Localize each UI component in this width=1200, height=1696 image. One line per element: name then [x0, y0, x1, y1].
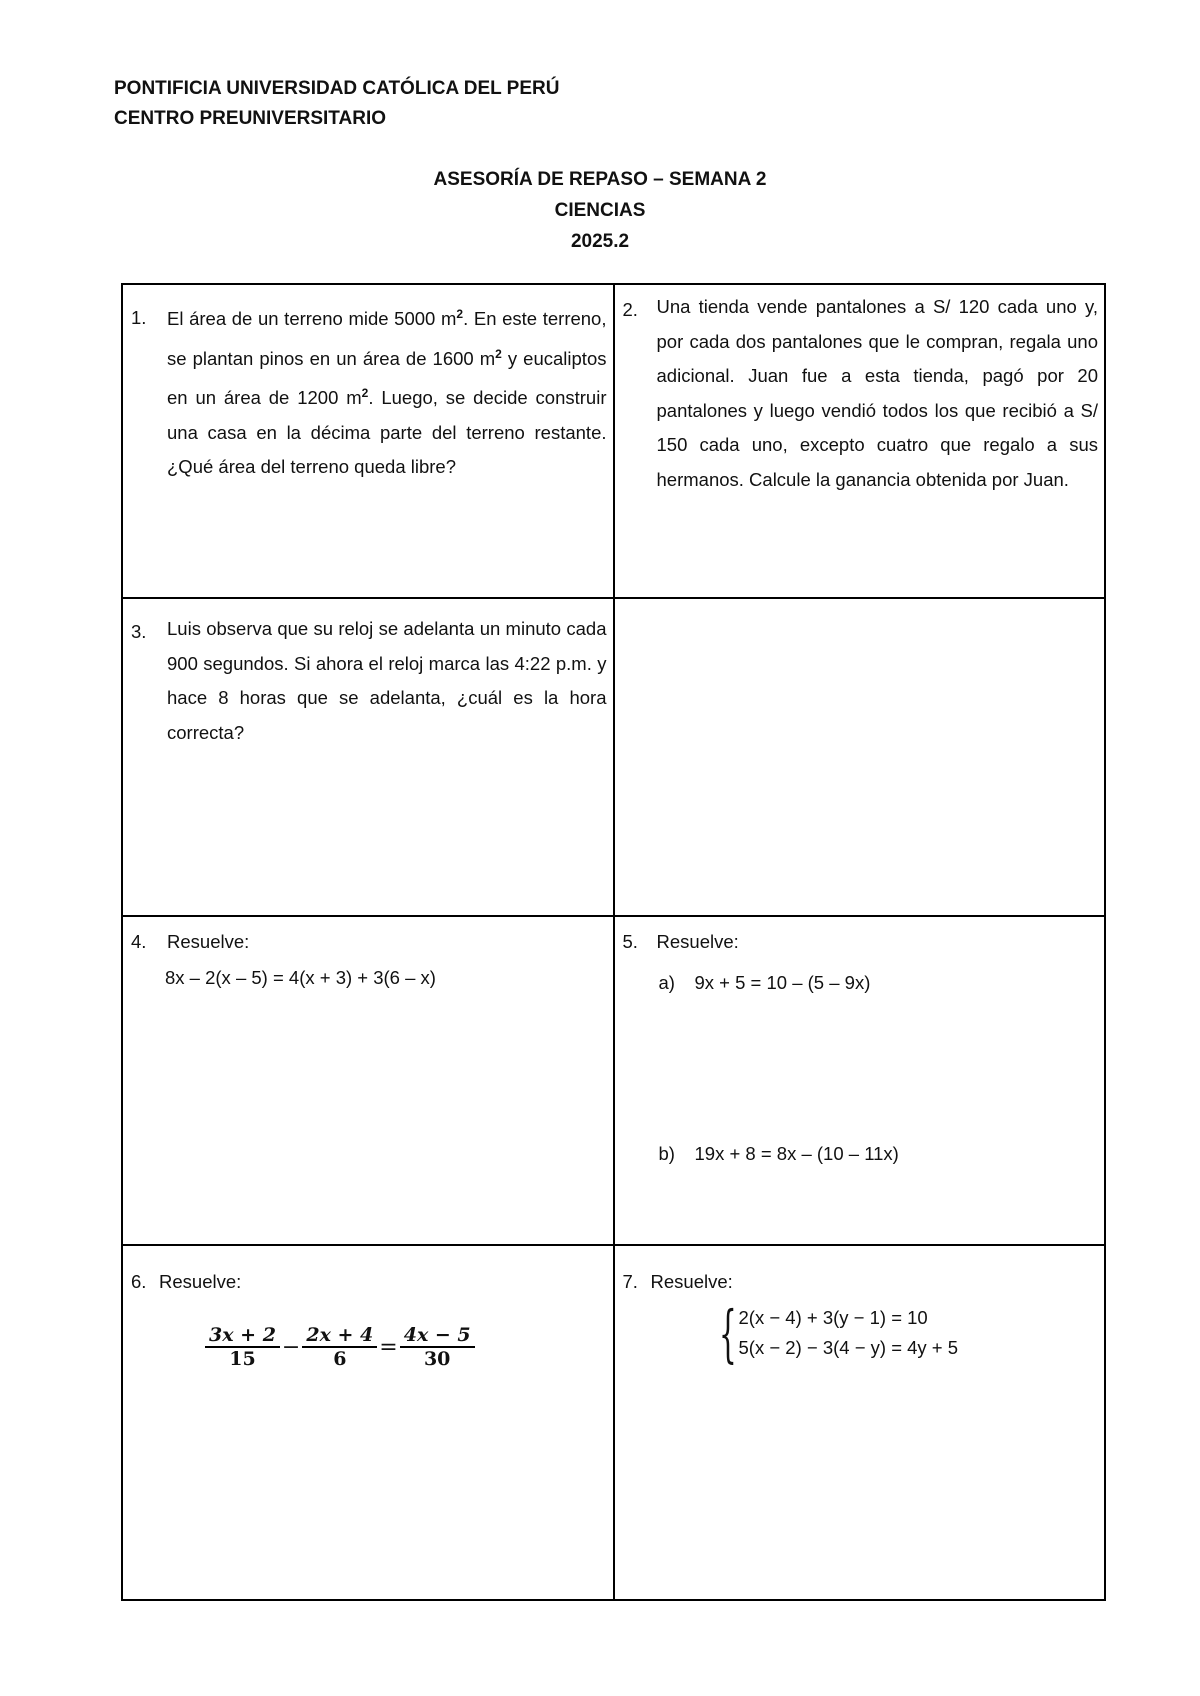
problem-1-number: 1.	[131, 307, 147, 328]
problem-7-number: 7.	[622, 1271, 638, 1292]
minus-sign: −	[281, 1334, 301, 1360]
problem-2-text: Una tienda vende pantalones a S/ 120 cada uno y, por cada dos pantalones que le compran, regala uno adicional. Juan fue a esta tienda, pagó por 20 pantalones y luego vendió todos los que recibió a S/ 150 cada uno, excepto cuatro que regalo a sus hermanos. Calcule la ganancia obtenida por Juan.	[656, 296, 1098, 490]
problem-4-cell	[122, 916, 614, 1245]
problem-6-cell	[122, 1245, 614, 1600]
problem-3-cell	[122, 598, 614, 916]
title-line-1: ASESORÍA DE REPASO – SEMANA 2	[433, 169, 767, 190]
center-name: CENTRO PREUNIVERSITARIO	[114, 108, 387, 129]
university-name: PONTIFICIA UNIVERSIDAD CATÓLICA DEL PERÚ	[114, 78, 560, 99]
problem-4-label: Resuelve:	[167, 931, 250, 952]
problem-5-cell	[614, 916, 1106, 1245]
equals-sign: =	[379, 1334, 398, 1360]
problem-1-text: El área de un terreno mide 5000 $m^2$. En este terreno, se plantan pinos en un área de 1600 $m^2$ y eucaliptos en un área de 1200 $m^2$. Luego, se decide construir una casa en la décima parte del terreno restante. ¿Qué área del terreno queda libre?	[167, 307, 607, 478]
problem-5a-label: a)	[658, 972, 675, 993]
problem-7-label: Resuelve:	[650, 1271, 733, 1292]
problems-table	[121, 283, 1106, 1601]
problem-5a-equation: 9x + 5 = 10 – (5 – 9x)	[694, 972, 871, 993]
problem-4-number: 4.	[131, 931, 147, 952]
fraction-2: $\frac{2x + 4}{6}$	[302, 1324, 377, 1370]
problem-6-number: 6.	[131, 1271, 147, 1292]
institution-header	[114, 74, 559, 134]
document-title	[0, 164, 1200, 257]
title-line-2: CIENCIAS	[554, 200, 646, 221]
problem-3-number: 3.	[131, 621, 147, 642]
problem-2-cell	[614, 284, 1106, 598]
system-brace-icon: {	[718, 1297, 737, 1370]
problem-5b-label: b)	[658, 1143, 675, 1164]
empty-cell	[614, 598, 1106, 916]
problem-1-cell	[122, 284, 614, 598]
fraction-3: $\frac{4x - 5}{30}$	[400, 1324, 475, 1370]
system-equation-2: 5(x − 2) − 3(4 − y) = 4y + 5	[738, 1337, 959, 1358]
problem-5-number: 5.	[622, 931, 638, 952]
system-equation-1: 2(x − 4) + 3(y − 1) = 10	[738, 1307, 928, 1328]
title-line-3: 2025.2	[570, 231, 630, 252]
problem-3-text: Luis observa que su reloj se adelanta un minuto cada 900 segundos. Si ahora el reloj marca las 4:22 p.m. y hace 8 horas que se adelanta, ¿cuál es la hora correcta?	[167, 618, 607, 743]
problem-5-label: Resuelve:	[656, 931, 739, 952]
problem-2-number: 2.	[622, 299, 638, 320]
problem-7-cell	[614, 1245, 1106, 1600]
fraction-1: $\frac{3x + 2}{15}$	[205, 1324, 280, 1370]
problem-4-equation: 8x – 2(x – 5) = 4(x + 3) + 3(6 – x)	[165, 967, 436, 988]
problem-6-equation	[205, 1324, 475, 1370]
problem-6-label: Resuelve:	[159, 1271, 242, 1292]
problem-5b-equation: 19x + 8 = 8x – (10 – 11x)	[694, 1143, 899, 1164]
